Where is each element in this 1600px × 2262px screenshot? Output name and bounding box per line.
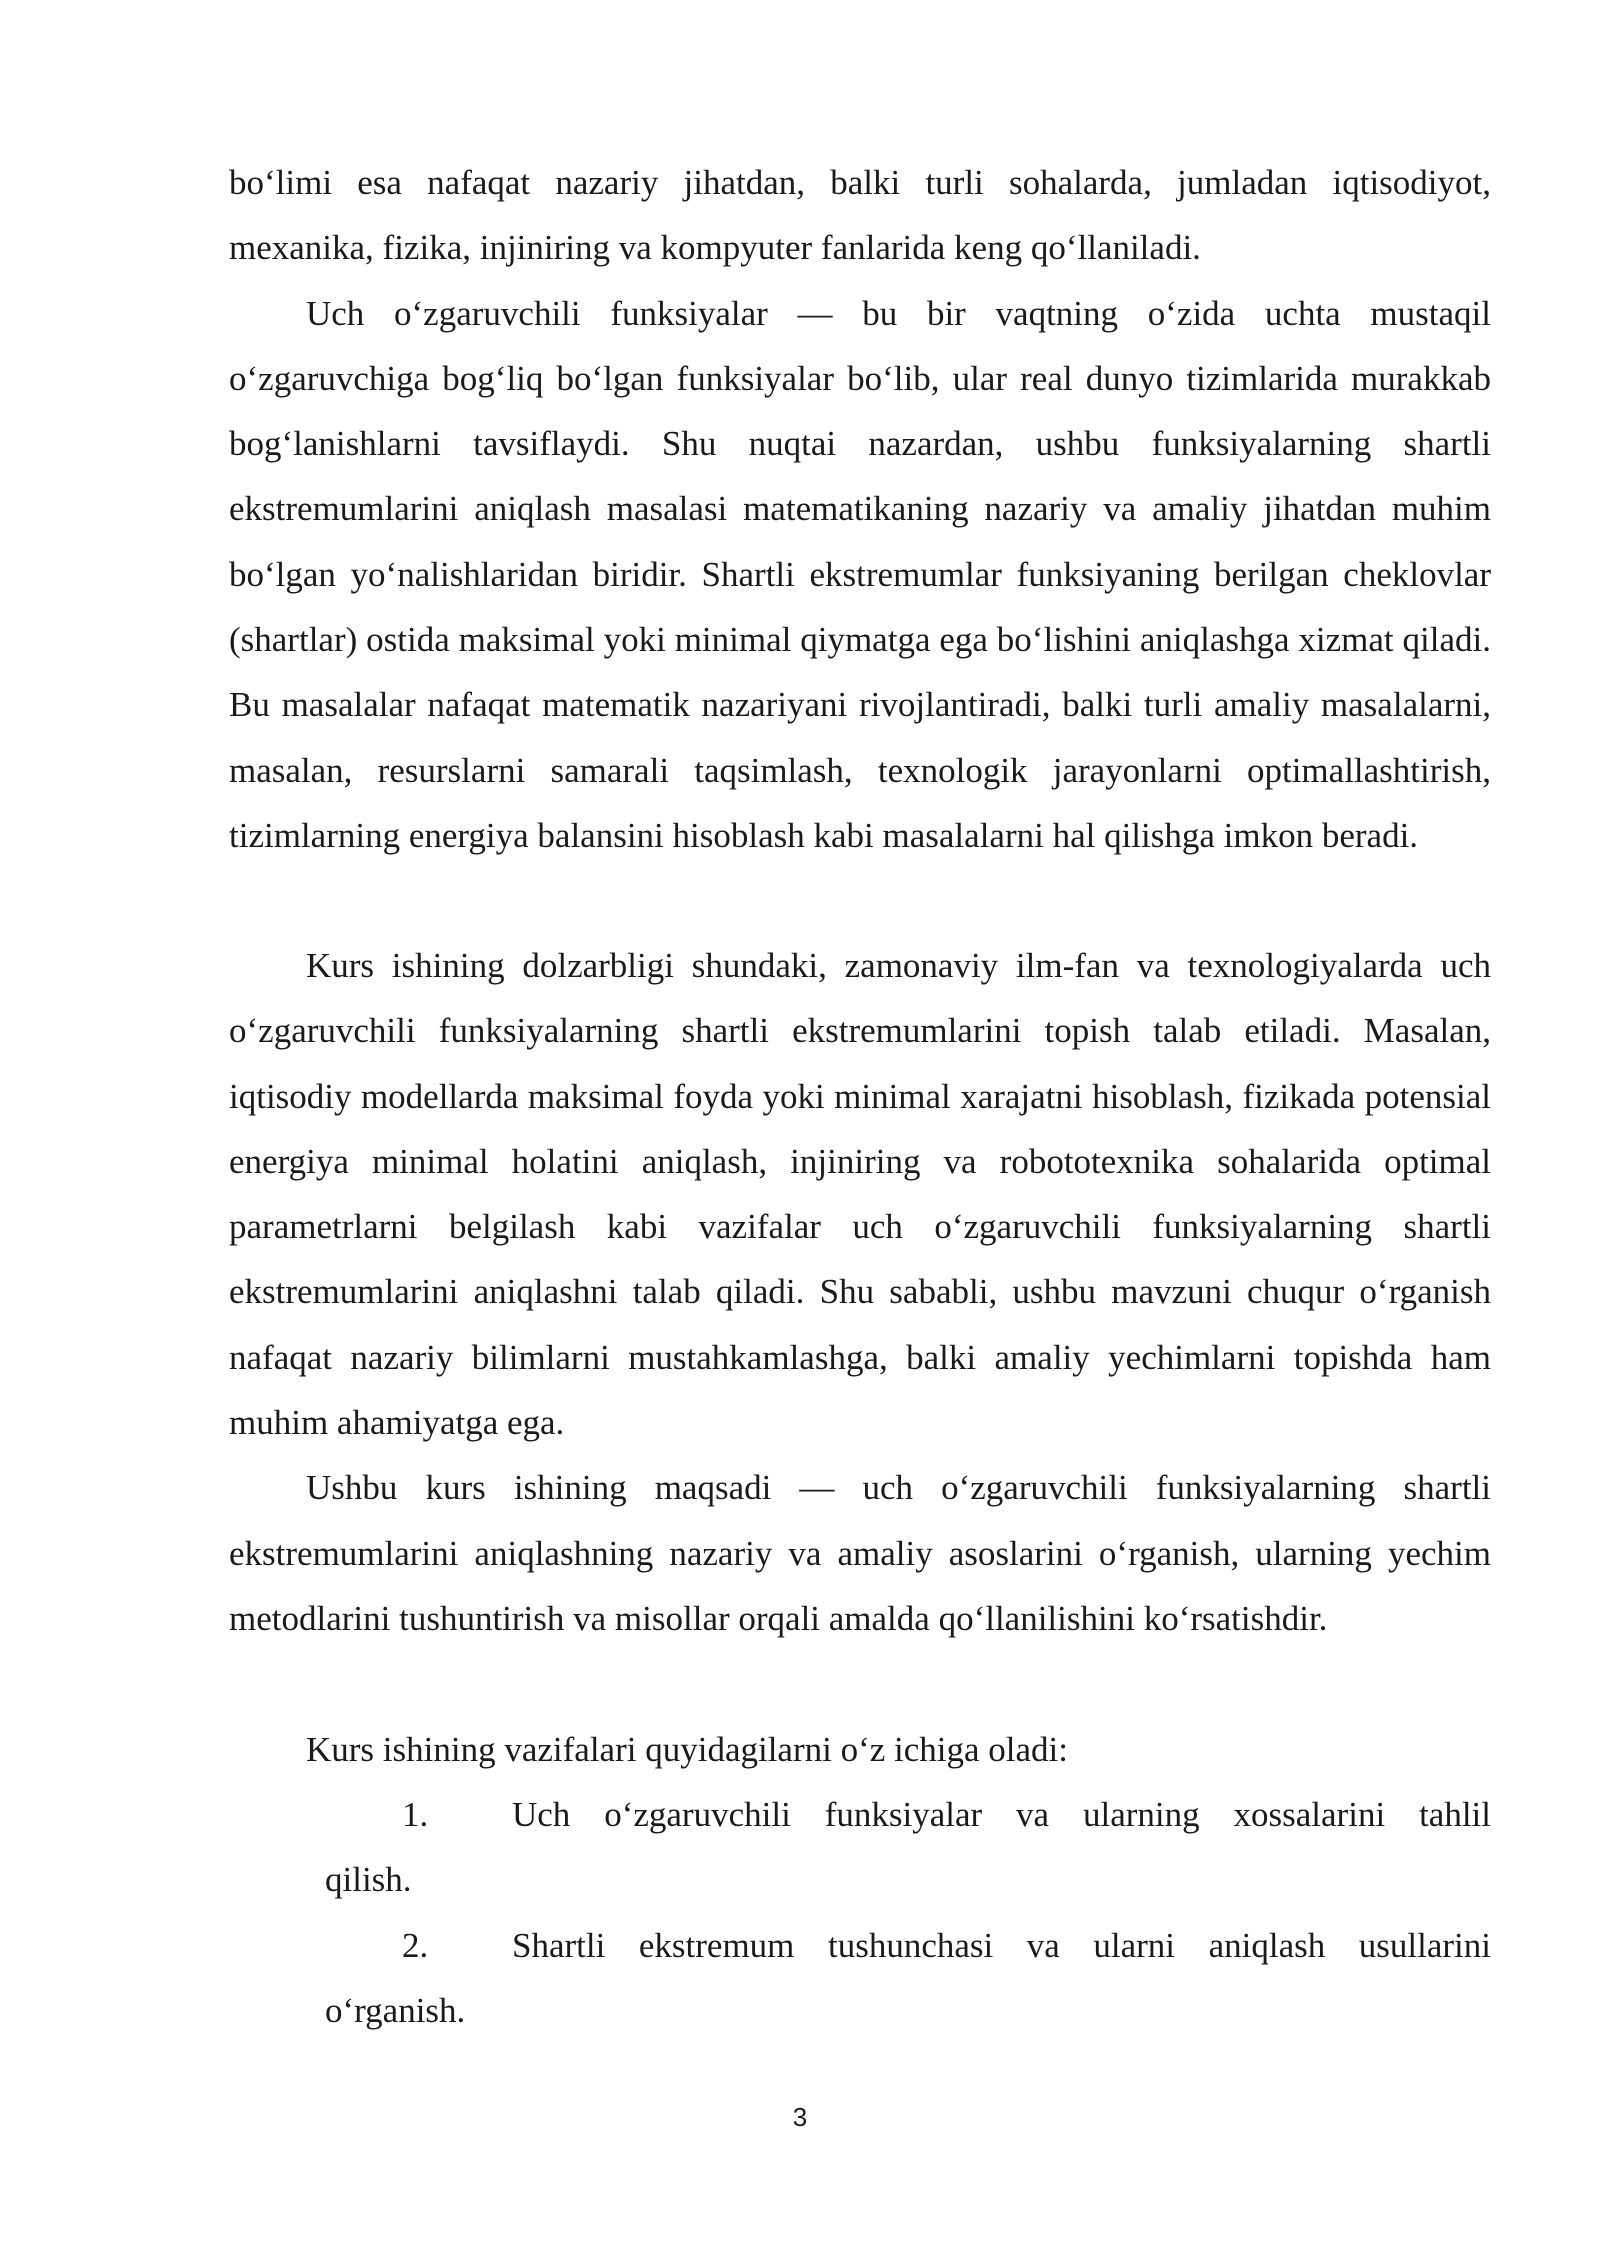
paragraph: Uch o‘zgaruvchili funksiyalar — bu bir vaqtning o‘zida uchta mustaqil o‘zgaruvchiga bog‘liq bo‘lgan funksiyalar bo‘lib, ular real dunyo tizimlarida murakkab bog‘lanishlarni tavsiflaydi. Shu nuqtai nazardan, ushbu funksiyalarning shartli ekstremumlarini aniqlash masalasi matematikaning nazariy va amaliy jihatdan muhim bo‘lgan yo‘nalishlaridan biridir. Shartli ekstremumlar funksiyaning berilgan cheklovlar (shartlar) ostida maksimal yoki minimal qiymatga ega bo‘lishini aniqlashga xizmat qiladi. Bu masalalar nafaqat matematik nazariyani rivojlantiradi, balki turli amaliy masalalarni, masalan, resurslarni samarali taqsimlash, texnologik jarayonlarni optimallashtirish, tizimlarning energiya balansini hisoblash kabi masalalarni hal qilishga imkon beradi. (229, 293, 1491, 855)
body-text (229, 1455, 1491, 1651)
paragraph: bo‘limi esa nafaqat nazariy jihatdan, balki turli sohalarda, jumladan iqtisodiyot, mexanika, fizika, injiniring va kompyuter fanlarida keng qo‘llaniladi. (229, 163, 1491, 268)
list-number: 2. (402, 1925, 429, 1965)
list-item-text: Uch o‘zgaruvchili funksiyalar va ularning xossalarini tahlil (512, 1794, 1491, 1834)
body-text (229, 1717, 1491, 1782)
list-number: 1. (402, 1794, 429, 1834)
paragraph: Kurs ishining dolzarbligi shundaki, zamonaviy ilm-fan va texnologiyalarda uch o‘zgaruvchili funksiyalarning shartli ekstremumlarini topish talab etiladi. Masalan, iqtisodiy modellarda maksimal foyda yoki minimal xarajatni hisoblash, fizikada potensial energiya minimal holatini aniqlash, injiniring va robototexnika sohalarida optimal parametrlarni belgilash kabi vazifalar uch o‘zgaruvchili funksiyalarning shartli ekstremumlarini aniqlashni talab qiladi. Shu sababli, ushbu mavzuni chuqur o‘rganish nafaqat nazariy bilimlarni mustahkamlashga, balki amaliy yechimlarni topishda ham muhim ahamiyatga ega. (229, 946, 1491, 1443)
list-item (229, 1913, 1491, 2044)
page-number: 3 (792, 2102, 808, 2132)
body-text (229, 150, 1491, 281)
paragraph: Kurs ishining vazifalari quyidagilarni o‘z ichiga oladi: (306, 1729, 1069, 1769)
paragraph: Ushbu kurs ishining maqsadi — uch o‘zgaruvchili funksiyalarning shartli ekstremumlarini aniqlashning nazariy va amaliy asoslarini o‘rganish, ularning yechim metodlarini tushuntirish va misollar orqali amalda qo‘llanilishini ko‘rsatishdir. (229, 1468, 1491, 1638)
list-item-continuation: qilish. (325, 1860, 412, 1900)
list-item-text: Shartli ekstremum tushunchasi va ularni aniqlash usullarini (512, 1925, 1491, 1965)
list-item-continuation: o‘rganish. (325, 1990, 466, 2030)
list-item (229, 1782, 1491, 1913)
body-text (229, 933, 1491, 1455)
body-text (229, 281, 1491, 869)
